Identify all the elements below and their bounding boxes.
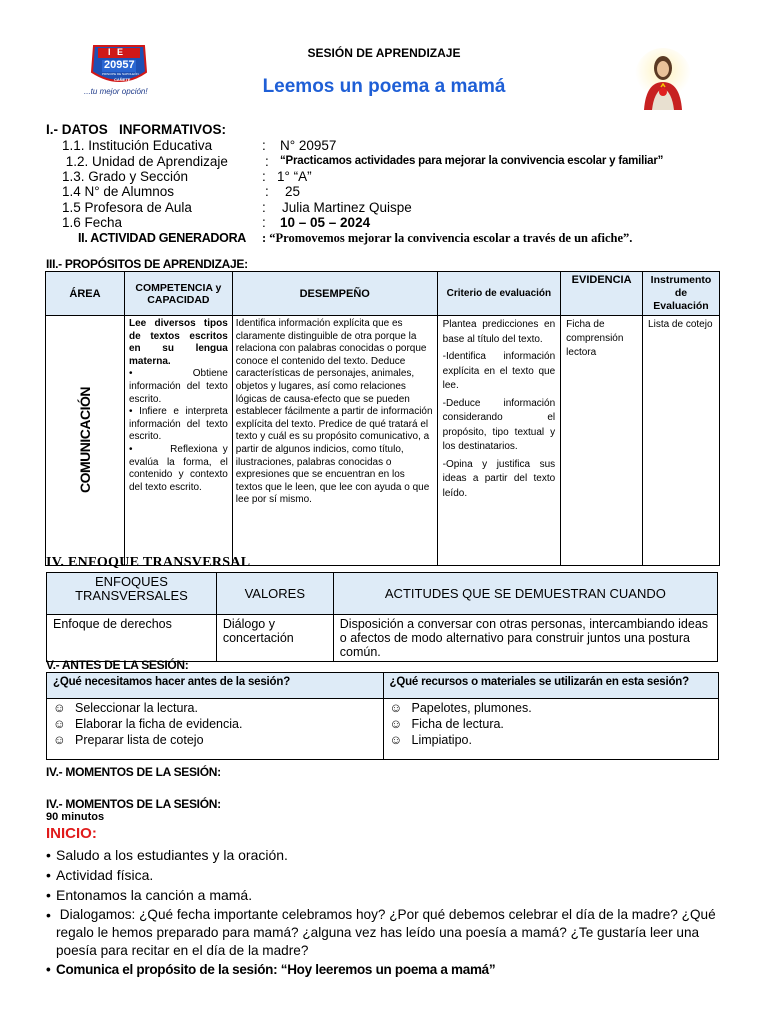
enfoque-cell-2: Diálogo y concertación: [216, 615, 333, 662]
bullet-icon: •: [46, 847, 51, 863]
datos-label: 1.1. Institución Educativa: [62, 138, 213, 153]
logo-sub1: PRINCIPE DE NAPOLEÓN: [102, 72, 139, 76]
list-item: [53, 700, 377, 716]
actividad-label: II. ACTIVIDAD GENERADORA: [78, 231, 247, 245]
logo-slogan: ...tu mejor opción!: [84, 87, 148, 96]
list-item: [390, 732, 713, 748]
antes-question-1: ¿Qué necesitamos hacer antes de la sesión?: [47, 673, 384, 699]
criterio-3: -Deduce información considerando el propósito, tipo textual y los destinatarios.: [442, 397, 556, 452]
list-item-text: Actividad física.: [56, 867, 154, 883]
criterio-2: -Identifica información explícita en el texto que lee.: [442, 351, 556, 391]
datos-heading: I.- DATOS INFORMATIVOS:: [46, 122, 226, 137]
datos-sep: :: [262, 200, 266, 215]
antes-question-2: ¿Qué recursos o materiales se utilizarán en esta sesión?: [383, 673, 719, 699]
list-item: [46, 961, 722, 979]
inicio-heading: INICIO:: [46, 825, 97, 842]
col-header-area: ÁREA: [46, 272, 125, 316]
evidencia-cell: Ficha de comprensión lectora: [561, 316, 643, 566]
list-item: [390, 700, 713, 716]
enfoque-header-2: VALORES: [216, 573, 333, 615]
duration: 90 minutos: [46, 811, 105, 823]
enfoque-header-1: ENFOQUES TRANSVERSALES: [47, 573, 217, 615]
proposito-label: Comunica el propósito de la sesión:: [56, 962, 281, 977]
list-item-text: Saludo a los estudiantes y la oración.: [56, 847, 288, 863]
datos-value: 10 – 05 – 2024: [280, 215, 371, 230]
list-item: [390, 716, 713, 732]
competencia-cell: [125, 316, 233, 566]
sacred-heart-image: [632, 48, 694, 110]
instrumento-cell: Lista de cotejo: [643, 316, 720, 566]
col-header-instrumento: Instrumento de Evaluación: [643, 272, 720, 316]
smiley-icon: ☺: [389, 733, 403, 747]
antes-right-cell: [383, 699, 719, 760]
desempeno-cell: Identifica información explícita que es claramente distinguible de otra porque la relaciona con palabras conocidas o porque conoce el contenido del texto. Deduce características de personajes, animales, objetos y lugares, así como relaciones lógicas de causa-efecto que se pueden establecer fácilmente a partir de información explícita del texto. Predice de qué tratará el texto y cuál es su propósito comunicativo, a partir de algunos indicios, como título, ilustraciones, palabras conocidas o expresiones que se encuentran en los textos que le leen, que lee con ayuda o que lee por sí mismo.: [232, 316, 437, 566]
propositos-table: [45, 271, 720, 566]
datos-sep: :: [262, 169, 266, 184]
datos-sep: :: [265, 154, 269, 169]
datos-label: 1.3. Grado y Sección: [62, 169, 189, 184]
smiley-icon: ☺: [53, 733, 66, 747]
bullet-icon: •: [46, 907, 51, 923]
list-item: [46, 866, 722, 884]
datos-label: 1.5 Profesora de Aula: [62, 200, 192, 215]
list-item-text: Entonamos la canción a mamá.: [56, 887, 253, 903]
bullet-icon: •: [46, 887, 51, 903]
list-item: [46, 886, 722, 904]
antes-left-cell: [47, 699, 384, 760]
list-item-text: Dialogamos: ¿Qué fecha importante celebramos hoy? ¿Por qué debemos celebrar el día de la madre? ¿Qué regalo le hemos preparado para mamá? ¿alguna vez has leído una poesía a mamá? ¿Te gustaría leer una poesía para recitar en el día de la madre?: [56, 907, 720, 958]
datos-label: 1.2. Unidad de Aprendizaje: [62, 154, 228, 169]
list-item: [46, 906, 722, 960]
list-item-text: Elaborar la ficha de evidencia.: [75, 717, 243, 731]
list-item-text: Preparar lista de cotejo: [75, 733, 204, 747]
bullet-icon: •: [46, 962, 51, 977]
page-title: Leemos un poema a mamá: [262, 76, 506, 97]
enfoque-heading: IV. ENFOQUE TRANSVERSAL: [46, 555, 251, 570]
bullet-icon: •: [46, 867, 51, 883]
list-item: [46, 846, 722, 864]
enfoque-cell-1: Enfoque de derechos: [47, 615, 217, 662]
criterio-1: Plantea predicciones en base al título del texto.: [442, 319, 556, 345]
datos-label: 1.4 N° de Alumnos: [62, 184, 174, 199]
datos-value: 1° “A”: [277, 169, 312, 184]
capacidad-1: • Obtiene información del texto escrito.: [129, 368, 231, 405]
list-item-text: Seleccionar la lectura.: [75, 701, 198, 715]
list-item-text: Ficha de lectura.: [411, 717, 504, 731]
capacidad-3: • Reflexiona y evalúa la forma, el contenido y contexto del texto escrito.: [129, 443, 231, 493]
col-header-evidencia: EVIDENCIA: [561, 272, 643, 316]
antes-table: [46, 672, 719, 760]
col-header-criterio: Criterio de evaluación: [437, 272, 561, 316]
criterio-4: -Opina y justifica sus ideas a partir del texto leído.: [442, 458, 556, 499]
logo-number: 20957: [104, 59, 135, 71]
datos-sep: :: [265, 184, 269, 199]
momentos-heading-1: IV.- MOMENTOS DE LA SESIÓN:: [46, 765, 221, 779]
datos-value: 25: [285, 184, 301, 199]
logo-top: I E: [108, 47, 126, 57]
actividad-value: : “Promovemos mejorar la convivencia escolar a través de un afiche”.: [262, 231, 633, 245]
smiley-icon: ☺: [53, 701, 66, 715]
datos-sep: :: [262, 215, 266, 230]
list-item-text: Limpiatipo.: [411, 733, 472, 747]
datos-value: N° 20957: [280, 138, 337, 153]
propositos-heading: III.- PROPÓSITOS DE APRENDIZAJE:: [46, 257, 248, 271]
enfoque-header-3: ACTITUDES QUE SE DEMUESTRAN CUANDO: [333, 573, 717, 615]
smiley-icon: ☺: [53, 717, 66, 731]
criterio-cell: [437, 316, 561, 566]
col-header-competencia: COMPETENCIA y CAPACIDAD: [125, 272, 233, 316]
smiley-icon: ☺: [389, 701, 403, 715]
capacidad-2: • Infiere e interpreta información del texto escrito.: [129, 406, 228, 443]
inicio-list: [46, 846, 722, 979]
datos-value: Julia Martinez Quispe: [282, 200, 412, 215]
list-item: [53, 732, 377, 748]
datos-value: “Practicamos actividades para mejorar la convivencia escolar y familiar”: [280, 155, 664, 167]
enfoque-table: [46, 572, 718, 662]
smiley-icon: ☺: [389, 717, 403, 731]
antes-heading: V.- ANTES DE LA SESIÓN:: [46, 658, 189, 672]
logo-sub2: CAÑETE: [114, 77, 131, 82]
list-item: [53, 716, 377, 732]
area-label: COMUNICACIÓN: [77, 387, 93, 493]
momentos-heading-2: IV.- MOMENTOS DE LA SESIÓN:: [46, 797, 221, 811]
proposito-value: “Hoy leeremos un poema a mamá”: [280, 962, 496, 977]
datos-label: 1.6 Fecha: [62, 215, 123, 230]
list-item-text: Papelotes, plumones.: [411, 701, 532, 715]
enfoque-cell-3: Disposición a conversar con otras personas, intercambiando ideas o afectos de modo alternativo para construir juntos una postura común.: [333, 615, 717, 662]
col-header-desempeno: DESEMPEÑO: [232, 272, 437, 316]
datos-sep: :: [262, 138, 266, 153]
area-cell: [46, 316, 125, 566]
session-label: SESIÓN DE APRENDIZAJE: [307, 46, 461, 60]
competencia-title: Lee diversos tipos de textos escritos en su lengua materna.: [129, 318, 228, 367]
